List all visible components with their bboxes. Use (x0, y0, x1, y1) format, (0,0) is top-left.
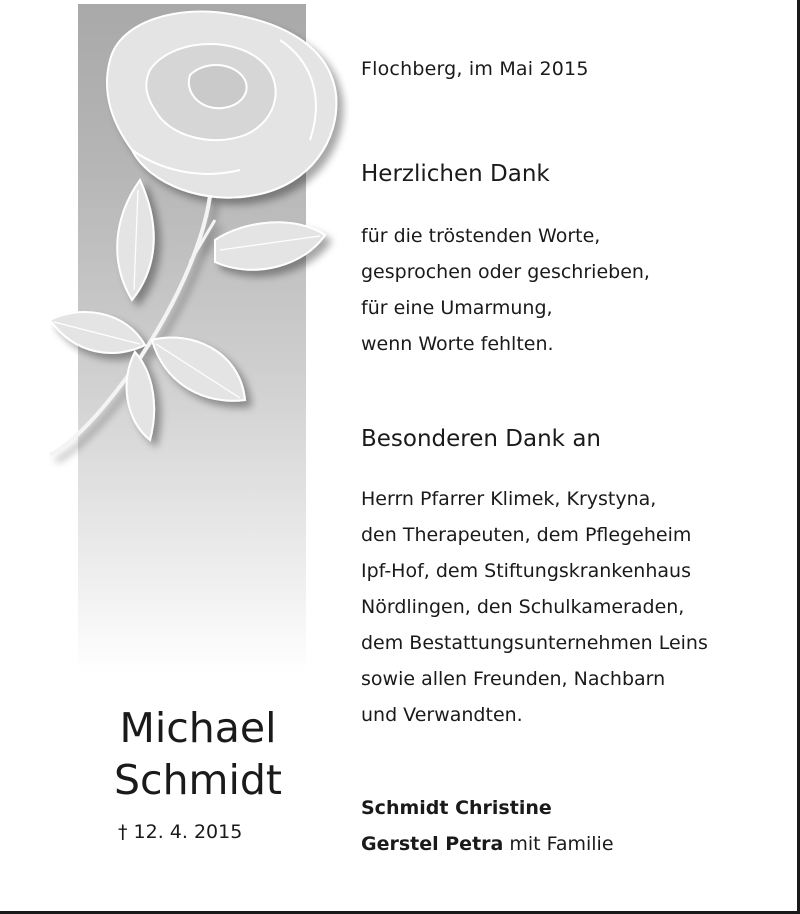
special-thanks-line: und Verwandten. (361, 704, 523, 726)
special-thanks-line: sowie allen Freunden, Nachbarn (361, 668, 666, 690)
deceased-name (78, 702, 318, 806)
special-thanks-lines (361, 481, 708, 733)
special-thanks-line: Herrn Pfarrer Klimek, Krystyna, (361, 488, 657, 510)
special-thanks-heading: Besonderen Dank an (361, 426, 601, 452)
death-date: † 12. 4. 2015 (118, 821, 243, 843)
thanks-lines (361, 218, 650, 362)
thanks-line: gesprochen oder geschrieben, (361, 261, 650, 283)
signer (361, 826, 614, 862)
thanks-line: für die tröstenden Worte, (361, 225, 601, 247)
signer-suffix: mit Familie (503, 833, 614, 855)
signer-name: Gerstel Petra (361, 833, 504, 855)
thanks-line: wenn Worte fehlten. (361, 333, 554, 355)
signer (361, 790, 614, 826)
special-thanks-line: dem Bestattungsunternehmen Leins (361, 632, 708, 654)
special-thanks-line: Ipf-Hof, dem Stiftungskrankenhaus (361, 560, 691, 582)
deceased-first-name: Michael (119, 704, 277, 752)
signer-name: Schmidt Christine (361, 797, 552, 819)
thanks-line: für eine Umarmung, (361, 297, 553, 319)
deceased-last-name: Schmidt (114, 756, 282, 804)
special-thanks-line: Nördlingen, den Schulkameraden, (361, 596, 685, 618)
signers (361, 790, 614, 862)
dateline: Flochberg, im Mai 2015 (361, 58, 589, 80)
rose-illustration-icon (40, 0, 350, 470)
thanks-heading: Herzlichen Dank (361, 161, 550, 187)
special-thanks-line: den Therapeuten, dem Pflegeheim (361, 524, 692, 546)
